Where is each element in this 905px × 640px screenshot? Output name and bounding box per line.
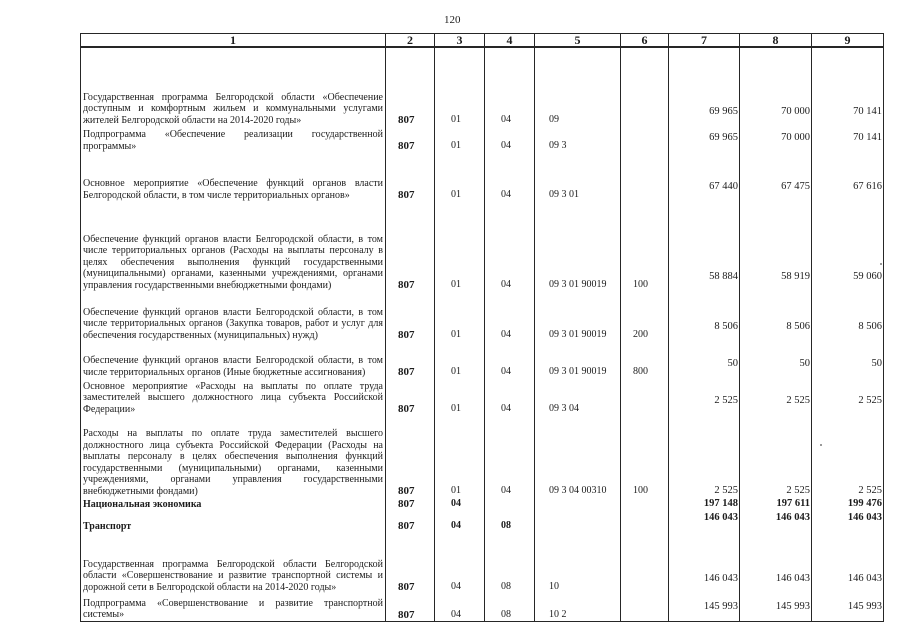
amount-2018: 146 043 xyxy=(703,573,738,584)
target-article-code: 09 3 01 xyxy=(549,189,579,200)
description-line: целях обеспечения выполнения функций государственными xyxy=(83,256,383,268)
section-code-cell xyxy=(435,497,485,510)
item-description xyxy=(81,593,386,621)
description-line: Государственная программа Белгородской области Белгородской xyxy=(83,558,383,570)
expense-type-code-cell xyxy=(621,201,669,291)
amount-2020: 2 525 xyxy=(858,485,882,496)
ministry-code: 807 xyxy=(398,498,415,510)
description-line: Расходы на выплаты по оплате труда заместителей высшего xyxy=(83,428,383,439)
amount-2020-cell xyxy=(812,532,884,593)
amount-2019: 50 xyxy=(799,358,810,369)
target-article-code: 10 xyxy=(549,581,559,592)
amount-2019: 2 525 xyxy=(786,395,810,406)
section-code: 04 xyxy=(451,581,461,592)
scan-speck xyxy=(820,444,822,446)
description-line: государственными (муниципальными) органами, казенными xyxy=(83,462,383,474)
description-line: Обеспечение функций органов власти Белгородской области, в том xyxy=(83,233,383,245)
section-code-cell xyxy=(435,415,485,497)
description-line: заместителей высшего должностного лица субъекта Российской xyxy=(83,392,383,403)
table-row xyxy=(81,126,884,152)
section-code-cell xyxy=(435,378,485,415)
description-line: должностного лица субъекта Российской Федерации (Расходы на xyxy=(83,439,383,451)
section-code-cell xyxy=(435,593,485,621)
item-description xyxy=(81,152,386,201)
amount-2020-cell xyxy=(812,415,884,497)
item-description xyxy=(81,201,386,291)
ministry-code-cell xyxy=(386,497,435,510)
column-header: 7 xyxy=(669,34,740,48)
amount-2018: 58 884 xyxy=(709,271,738,282)
section-code-cell xyxy=(435,291,485,341)
amount-2020: 50 xyxy=(871,358,882,369)
subsection-code: 04 xyxy=(501,403,511,414)
amount-2018: 67 440 xyxy=(709,181,738,192)
section-code: 01 xyxy=(451,366,461,377)
amount-2019-cell xyxy=(740,510,812,532)
amount-2019: 2 525 xyxy=(786,485,810,496)
subsection-code-cell xyxy=(485,532,535,593)
amount-2018-cell xyxy=(669,497,740,510)
ministry-code-cell xyxy=(386,378,435,415)
item-description xyxy=(81,497,386,510)
amount-2019-cell xyxy=(740,378,812,415)
target-article-code: 09 3 01 90019 xyxy=(549,329,607,340)
section-code: 01 xyxy=(451,140,461,151)
page-number: 120 xyxy=(444,14,461,26)
expense-type-code-cell xyxy=(621,510,669,532)
amount-2018-cell xyxy=(669,291,740,341)
description-line: дорожной сети в Белгородской области на 2014-2020 годы» xyxy=(83,581,337,593)
section-code-cell xyxy=(435,201,485,291)
amount-2019: 145 993 xyxy=(775,600,810,612)
section-code-cell xyxy=(435,510,485,532)
amount-2019: 146 043 xyxy=(775,573,810,584)
subsection-code-cell xyxy=(485,47,535,126)
column-header: 1 xyxy=(81,34,386,48)
target-article-code-cell xyxy=(535,152,621,201)
description-line: Основное мероприятие «Расходы на выплаты по оплате труда xyxy=(83,380,383,392)
description-line: доступным и комфортным жильем и коммунальными услугами xyxy=(83,103,383,114)
amount-2018-cell xyxy=(669,152,740,201)
description-line: (муниципальными) органами, казенными учреждениями, органами xyxy=(83,268,383,279)
section-code-cell xyxy=(435,126,485,152)
target-article-code-cell xyxy=(535,341,621,378)
ministry-code-cell xyxy=(386,532,435,593)
target-article-code: 09 xyxy=(549,114,559,125)
item-description xyxy=(81,47,386,126)
amount-2018: 145 993 xyxy=(703,600,738,612)
section-code: 01 xyxy=(451,403,461,414)
amount-2019: 67 475 xyxy=(781,181,810,192)
amount-2018-cell xyxy=(669,510,740,532)
amount-2020: 199 476 xyxy=(847,498,882,509)
table-row xyxy=(81,532,884,593)
amount-2019-cell xyxy=(740,201,812,291)
amount-2020-cell xyxy=(812,291,884,341)
amount-2020-cell xyxy=(812,497,884,510)
ministry-code: 807 xyxy=(398,140,415,152)
description-line: программы» xyxy=(83,140,137,152)
expense-type-code-cell xyxy=(621,341,669,378)
amount-2019-cell xyxy=(740,291,812,341)
section-code: 01 xyxy=(451,114,461,125)
amount-2020: 70 141 xyxy=(853,106,882,117)
expense-type-code-cell xyxy=(621,47,669,126)
subsection-code: 04 xyxy=(501,140,511,151)
description-line: Подпрограмма «Совершенствование и развитие транспортной xyxy=(83,597,383,609)
ministry-code: 807 xyxy=(398,329,415,341)
amount-2019-cell xyxy=(740,126,812,152)
amount-2018-cell xyxy=(669,341,740,378)
amount-2018-cell xyxy=(669,593,740,621)
ministry-code: 807 xyxy=(398,189,415,201)
amount-2020: 146 043 xyxy=(847,512,882,523)
amount-2018: 8 506 xyxy=(714,321,738,332)
ministry-code: 807 xyxy=(398,403,415,415)
description-line: Национальная экономика xyxy=(83,498,202,510)
target-article-code: 09 3 01 90019 xyxy=(549,279,607,290)
subsection-code: 04 xyxy=(501,114,511,125)
ministry-code: 807 xyxy=(398,366,415,378)
subsection-code: 08 xyxy=(501,581,511,592)
section-code: 04 xyxy=(451,520,461,531)
subsection-code: 08 xyxy=(501,608,511,620)
description-line: обеспечения государственных (муниципальных) нужд) xyxy=(83,329,318,341)
table-row xyxy=(81,291,884,341)
subsection-code-cell xyxy=(485,341,535,378)
section-code: 01 xyxy=(451,485,461,496)
ministry-code: 807 xyxy=(398,581,415,593)
item-description xyxy=(81,126,386,152)
subsection-code: 04 xyxy=(501,279,511,290)
section-code: 01 xyxy=(451,189,461,200)
amount-2019: 197 611 xyxy=(776,498,810,509)
amount-2020: 70 141 xyxy=(853,132,882,143)
section-code: 01 xyxy=(451,279,461,290)
item-description xyxy=(81,532,386,593)
target-article-code-cell xyxy=(535,47,621,126)
expense-type-code-cell xyxy=(621,378,669,415)
description-line: области «Совершенствование и развитие транспортной системы и xyxy=(83,570,383,581)
section-code: 04 xyxy=(451,498,461,509)
amount-2019: 70 000 xyxy=(781,106,810,117)
amount-2019-cell xyxy=(740,593,812,621)
amount-2018-cell xyxy=(669,47,740,126)
target-article-code-cell xyxy=(535,378,621,415)
amount-2020-cell xyxy=(812,341,884,378)
amount-2019: 146 043 xyxy=(775,512,810,523)
ministry-code-cell xyxy=(386,152,435,201)
ministry-code: 807 xyxy=(398,279,415,291)
scan-speck xyxy=(880,263,882,265)
section-code-cell xyxy=(435,47,485,126)
description-line: Подпрограмма «Обеспечение реализации государственной xyxy=(83,129,383,140)
description-line: Белгородской области, в том числе территориальных органов» xyxy=(83,189,350,201)
table-row xyxy=(81,341,884,378)
amount-2018: 50 xyxy=(727,358,738,369)
subsection-code: 04 xyxy=(501,189,511,200)
subsection-code-cell xyxy=(485,593,535,621)
subsection-code: 04 xyxy=(501,366,511,377)
column-header: 6 xyxy=(621,34,669,48)
target-article-code: 09 3 04 00310 xyxy=(549,485,607,496)
subsection-code-cell xyxy=(485,291,535,341)
amount-2019: 70 000 xyxy=(781,132,810,143)
amount-2019-cell xyxy=(740,497,812,510)
subsection-code-cell xyxy=(485,152,535,201)
table-body xyxy=(81,47,884,621)
expense-type-code: 200 xyxy=(633,329,648,340)
section-code: 04 xyxy=(451,608,461,620)
item-description xyxy=(81,415,386,497)
target-article-code: 10 2 xyxy=(549,608,567,620)
column-header: 3 xyxy=(435,34,485,48)
expense-type-code: 800 xyxy=(633,366,648,377)
subsection-code: 04 xyxy=(501,329,511,340)
subsection-code-cell xyxy=(485,415,535,497)
description-line: выплаты персоналу в целях обеспечения выполнения функций xyxy=(83,451,383,462)
description-line: Основное мероприятие «Обеспечение функций органов власти xyxy=(83,178,383,189)
description-line: внебюджетными фондами) xyxy=(83,485,198,497)
amount-2020-cell xyxy=(812,152,884,201)
amount-2020: 146 043 xyxy=(847,573,882,584)
table-row xyxy=(81,510,884,532)
section-code-cell xyxy=(435,152,485,201)
expense-type-code-cell xyxy=(621,593,669,621)
amount-2018: 2 525 xyxy=(714,485,738,496)
amount-2018-cell xyxy=(669,126,740,152)
ministry-code-cell xyxy=(386,47,435,126)
table-row xyxy=(81,152,884,201)
ministry-code-cell xyxy=(386,510,435,532)
column-header: 5 xyxy=(535,34,621,48)
table-row xyxy=(81,47,884,126)
ministry-code-cell xyxy=(386,126,435,152)
expense-type-code-cell xyxy=(621,532,669,593)
amount-2019: 8 506 xyxy=(786,321,810,332)
description-line: жителей Белгородской области на 2014-2020 годы» xyxy=(83,114,302,126)
amount-2020-cell xyxy=(812,126,884,152)
column-header: 4 xyxy=(485,34,535,48)
amount-2018-cell xyxy=(669,532,740,593)
description-line: числе территориальных органов (Расходы на выплаты персоналу в xyxy=(83,245,383,256)
amount-2018-cell xyxy=(669,415,740,497)
ministry-code: 807 xyxy=(398,485,415,497)
expense-type-code: 100 xyxy=(633,485,648,496)
target-article-code-cell xyxy=(535,291,621,341)
table-row xyxy=(81,378,884,415)
expense-type-code-cell xyxy=(621,152,669,201)
amount-2020: 67 616 xyxy=(853,181,882,192)
section-code-cell xyxy=(435,532,485,593)
amount-2020-cell xyxy=(812,378,884,415)
section-code-cell xyxy=(435,341,485,378)
amount-2019-cell xyxy=(740,152,812,201)
item-description xyxy=(81,341,386,378)
table-row xyxy=(81,593,884,621)
expense-type-code-cell xyxy=(621,497,669,510)
column-header: 9 xyxy=(812,34,884,48)
amount-2020: 59 060 xyxy=(853,271,882,282)
target-article-code: 09 3 01 90019 xyxy=(549,366,607,377)
amount-2020: 2 525 xyxy=(858,395,882,406)
ministry-code-cell xyxy=(386,415,435,497)
amount-2020: 8 506 xyxy=(858,321,882,332)
item-description xyxy=(81,291,386,341)
description-line: Государственная программа Белгородской области «Обеспечение xyxy=(83,91,383,103)
header-row xyxy=(81,34,884,48)
description-line: Обеспечение функций органов власти Белгородской области, в том xyxy=(83,355,383,366)
amount-2019: 58 919 xyxy=(781,271,810,282)
table-row xyxy=(81,201,884,291)
amount-2020-cell xyxy=(812,201,884,291)
description-line: управления государственными внебюджетными фондами) xyxy=(83,279,332,291)
table-row xyxy=(81,497,884,510)
amount-2018: 2 525 xyxy=(714,395,738,406)
description-line: Транспорт xyxy=(83,520,132,532)
item-description xyxy=(81,378,386,415)
table-row xyxy=(81,415,884,497)
column-header: 8 xyxy=(740,34,812,48)
amount-2018: 69 965 xyxy=(709,106,738,117)
expense-type-code: 100 xyxy=(633,279,648,290)
target-article-code: 09 3 xyxy=(549,140,567,151)
ministry-code-cell xyxy=(386,593,435,621)
amount-2018-cell xyxy=(669,201,740,291)
description-line: числе территориальных органов (Закупка товаров, работ и услуг для xyxy=(83,318,383,329)
target-article-code-cell xyxy=(535,126,621,152)
section-code: 01 xyxy=(451,329,461,340)
target-article-code: 09 3 04 xyxy=(549,403,579,414)
amount-2019-cell xyxy=(740,415,812,497)
description-line: числе территориальных органов (Иные бюджетные ассигнования) xyxy=(83,366,366,378)
description-line: учреждениями, органами управления государственными xyxy=(83,474,383,485)
expense-type-code-cell xyxy=(621,415,669,497)
target-article-code-cell xyxy=(535,593,621,621)
ministry-code: 807 xyxy=(398,520,415,532)
subsection-code-cell xyxy=(485,497,535,510)
target-article-code-cell xyxy=(535,497,621,510)
amount-2020-cell xyxy=(812,593,884,621)
ministry-code-cell xyxy=(386,291,435,341)
target-article-code-cell xyxy=(535,510,621,532)
ministry-code-cell xyxy=(386,201,435,291)
subsection-code-cell xyxy=(485,378,535,415)
expense-type-code-cell xyxy=(621,126,669,152)
amount-2018-cell xyxy=(669,378,740,415)
target-article-code-cell xyxy=(535,532,621,593)
amount-2019-cell xyxy=(740,532,812,593)
target-article-code-cell xyxy=(535,201,621,291)
amount-2020-cell xyxy=(812,47,884,126)
subsection-code-cell xyxy=(485,201,535,291)
amount-2018: 146 043 xyxy=(703,512,738,523)
target-article-code-cell xyxy=(535,415,621,497)
budget-table xyxy=(80,33,884,622)
ministry-code: 807 xyxy=(398,114,415,126)
item-description xyxy=(81,510,386,532)
amount-2019-cell xyxy=(740,47,812,126)
description-line: Федерации» xyxy=(83,403,136,415)
subsection-code: 08 xyxy=(501,520,511,531)
subsection-code: 04 xyxy=(501,485,511,496)
subsection-code-cell xyxy=(485,510,535,532)
description-line: Обеспечение функций органов власти Белгородской области, в том xyxy=(83,306,383,318)
amount-2020-cell xyxy=(812,510,884,532)
expense-type-code-cell xyxy=(621,291,669,341)
amount-2018: 69 965 xyxy=(709,132,738,143)
amount-2018: 197 148 xyxy=(703,498,738,509)
column-header: 2 xyxy=(386,34,435,48)
ministry-code-cell xyxy=(386,341,435,378)
subsection-code-cell xyxy=(485,126,535,152)
amount-2019-cell xyxy=(740,341,812,378)
description-line: системы» xyxy=(83,609,125,620)
amount-2020: 145 993 xyxy=(847,600,882,612)
ministry-code: 807 xyxy=(398,608,415,621)
